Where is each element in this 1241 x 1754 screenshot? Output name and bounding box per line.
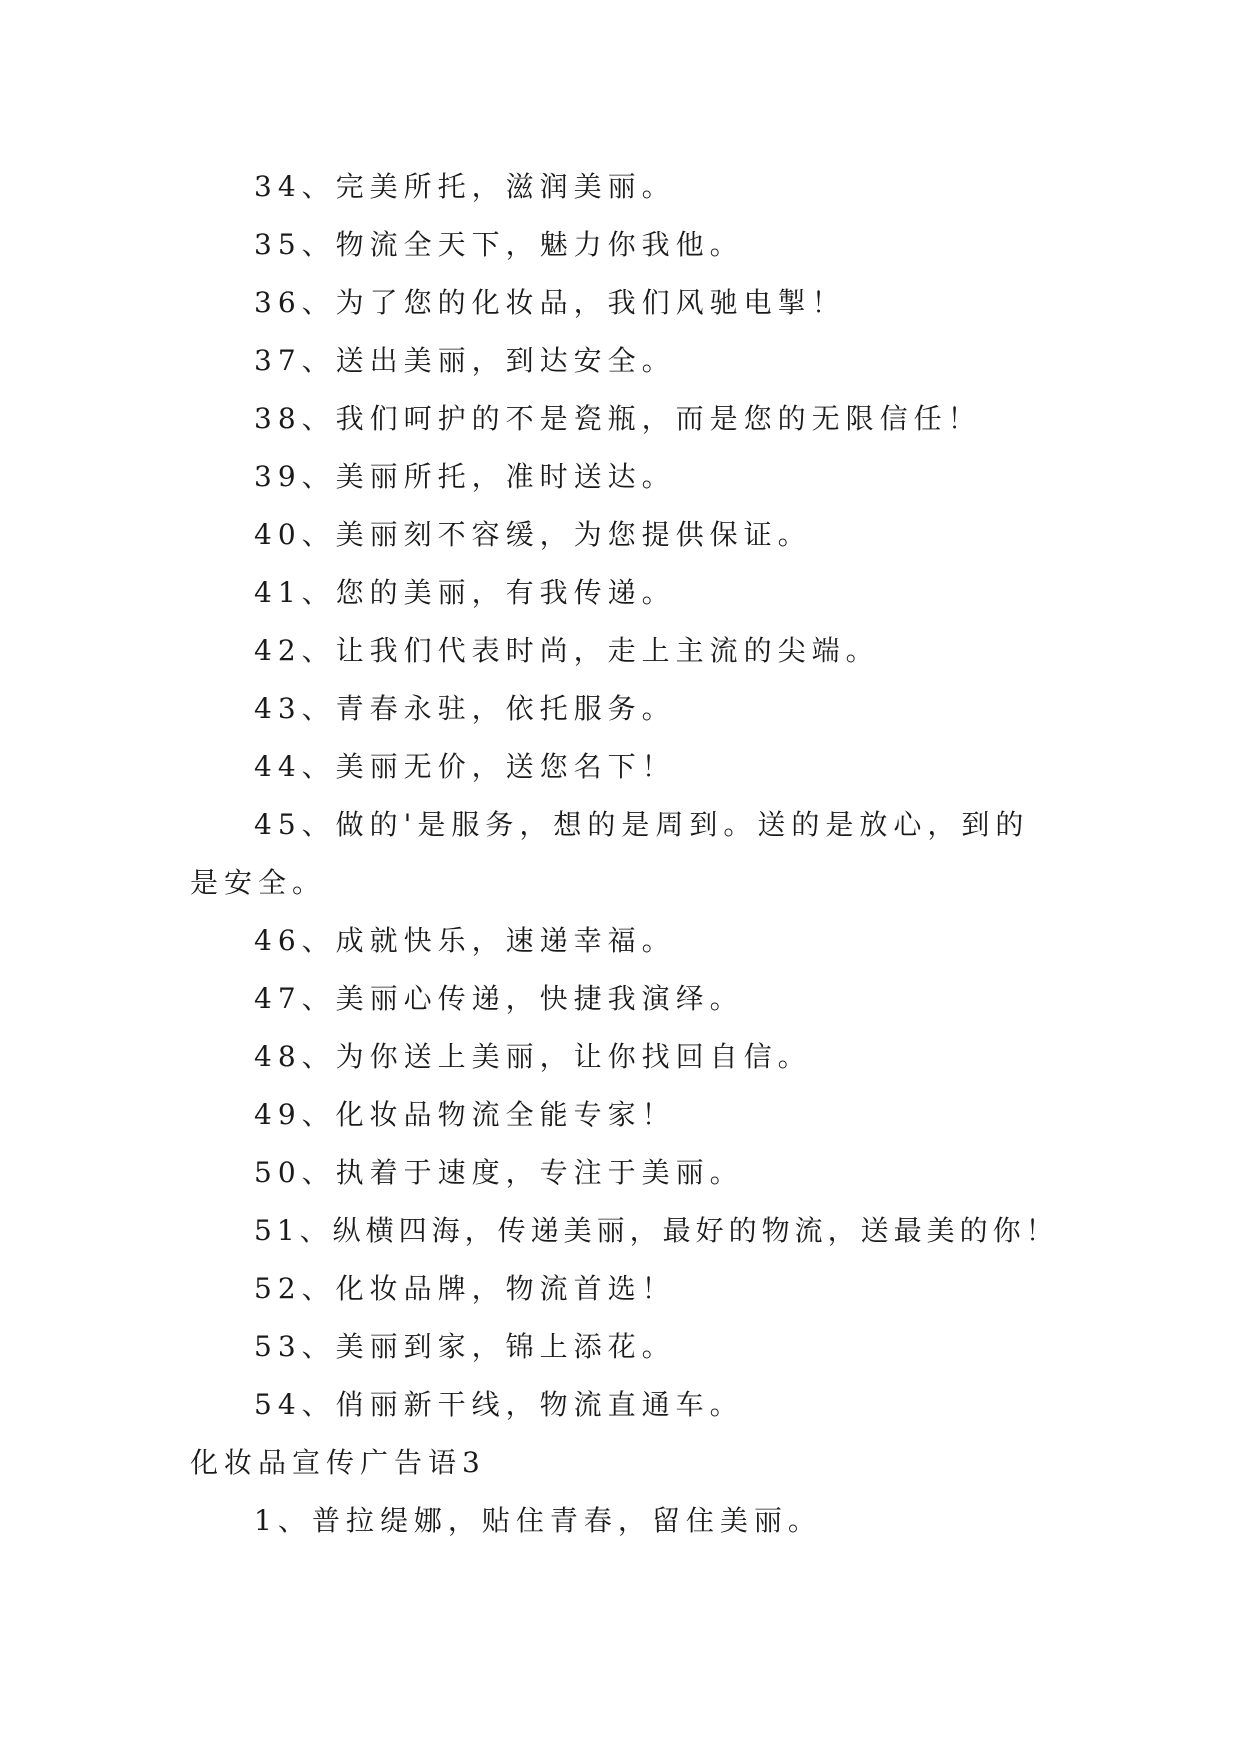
slogan-item: 52、化妆品牌，物流首选！	[254, 1272, 676, 1305]
slogan-item: 42、让我们代表时尚，走上主流的尖端。	[254, 634, 880, 667]
slogan-item: 40、美丽刻不容缓，为您提供保证。	[254, 518, 812, 551]
slogan-item: 53、美丽到家，锦上添花。	[254, 1330, 676, 1363]
slogan-item: 1、普拉缇娜，贴住青春，留住美丽。	[254, 1504, 822, 1537]
slogan-item: 35、物流全天下，魅力你我他。	[254, 228, 744, 261]
slogan-item: 50、执着于速度，专注于美丽。	[254, 1156, 744, 1189]
slogan-item: 38、我们呵护的不是瓷瓶，而是您的无限信任！	[254, 402, 982, 435]
slogan-item: 37、送出美丽，到达安全。	[254, 344, 676, 377]
slogan-item: 48、为你送上美丽，让你找回自信。	[254, 1040, 812, 1073]
slogan-item-wrapped: 45、做的'是服务，想的是周到。送的是放心，到的是安全。	[190, 808, 1030, 899]
slogan-item: 46、成就快乐，速递幸福。	[254, 924, 676, 957]
slogan-item: 34、完美所托，滋润美丽。	[254, 170, 676, 203]
slogan-item: 43、青春永驻，依托服务。	[254, 692, 676, 725]
slogan-item: 47、美丽心传递，快捷我演绎。	[254, 982, 744, 1015]
slogan-item: 54、俏丽新干线，物流直通车。	[254, 1388, 744, 1421]
section-heading: 化妆品宣传广告语3	[190, 1446, 486, 1479]
slogan-item: 41、您的美丽，有我传递。	[254, 576, 676, 609]
document-body	[190, 158, 1070, 1550]
slogan-item: 36、为了您的化妆品，我们风驰电掣！	[254, 286, 846, 319]
slogan-item: 51、纵横四海，传递美丽，最好的物流，送最美的你！	[254, 1214, 1059, 1247]
slogan-item: 39、美丽所托，准时送达。	[254, 460, 676, 493]
slogan-item: 49、化妆品物流全能专家！	[254, 1098, 676, 1131]
slogan-item: 44、美丽无价，送您名下！	[254, 750, 676, 783]
